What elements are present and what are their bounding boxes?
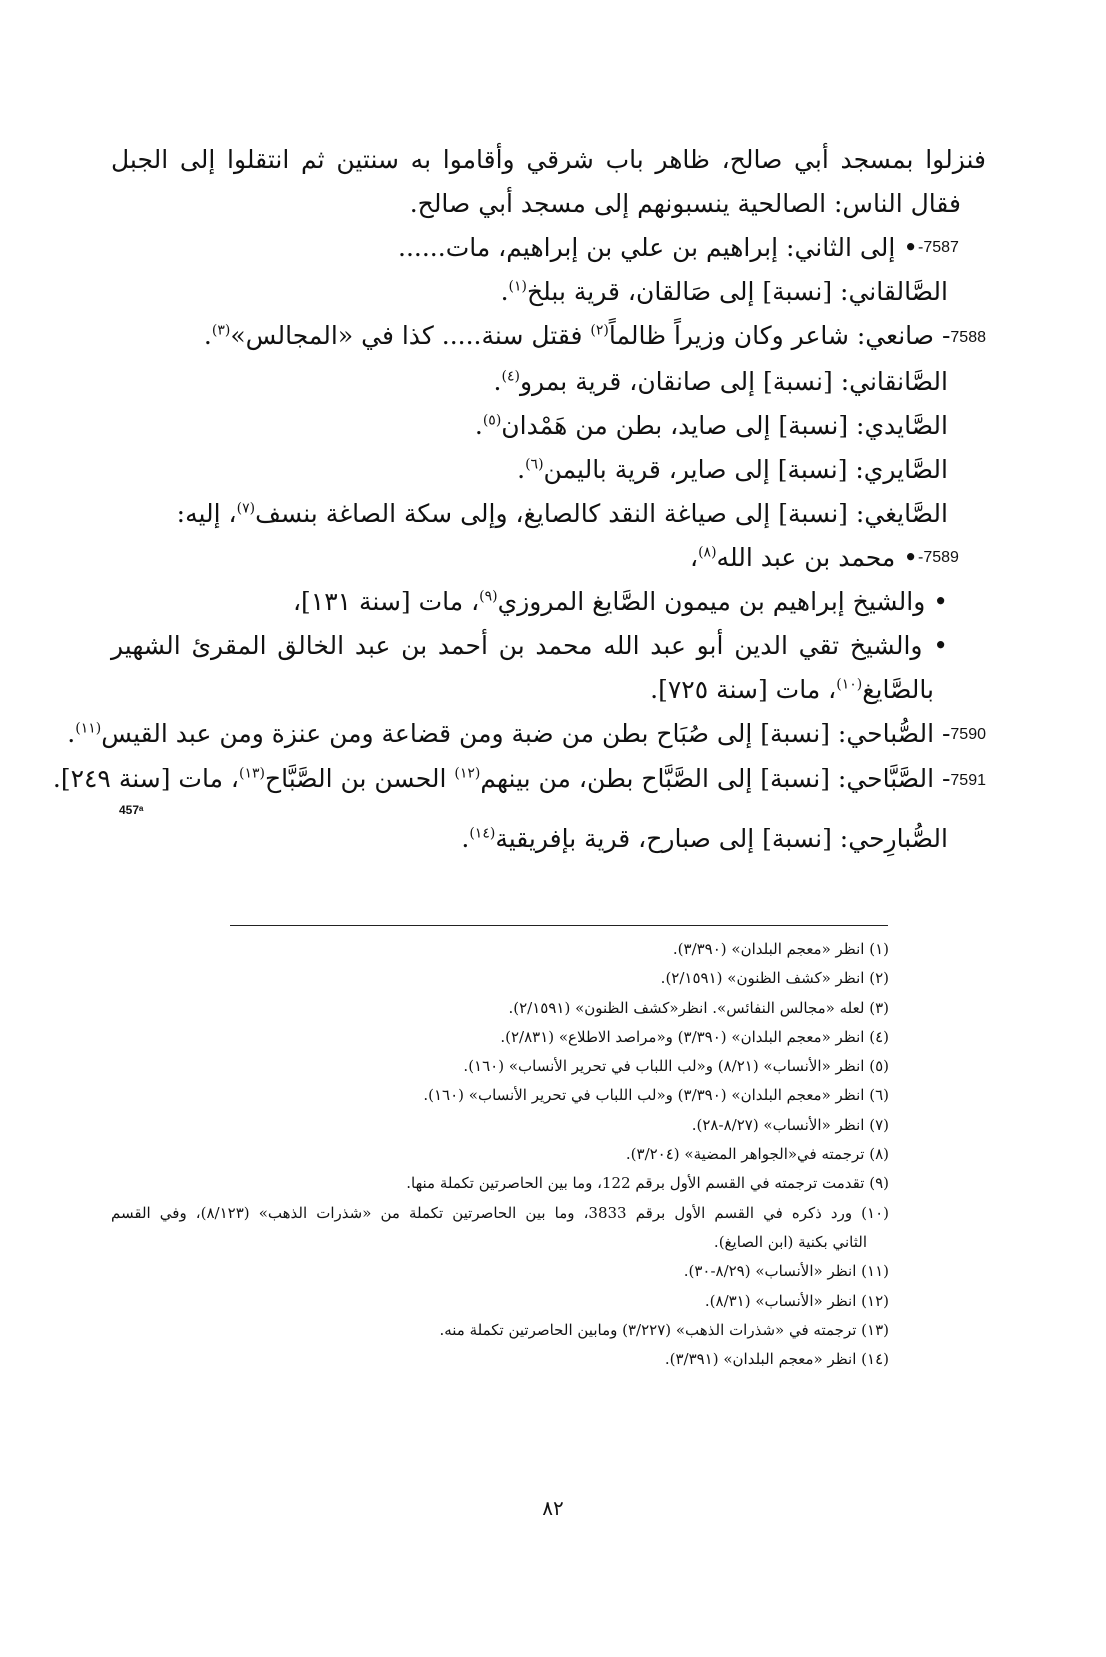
footnotes — [111, 935, 889, 1374]
footnote-ref: (٤) — [501, 368, 520, 385]
entry-7591 — [52, 757, 986, 803]
entry-number: -7589 — [918, 548, 959, 566]
entry-text: ، إليه: — [176, 498, 237, 528]
entry-text: • محمد بن عبد الله — [716, 542, 918, 572]
footnote-ref: (١) — [508, 278, 528, 295]
entry-number: -7587 — [918, 239, 959, 256]
entry-text: الصَّانقاني: [نسبة] إلى صانقان، قرية بمرو — [519, 366, 948, 396]
footnote: (٨) ترجمته في«الجواهر المضية» (٣/٢٠٤). — [625, 1145, 889, 1164]
page-number: ٨٢ — [542, 1496, 564, 1520]
folio-marker: 457ᵃ — [119, 802, 144, 817]
text-line: فقال الناس: الصالحية ينسبونهم إلى مسجد أبي صالح. — [409, 189, 961, 218]
footnote: (١٤) انظر «معجم البلدان» (٣/٣٩١). — [664, 1350, 889, 1369]
nisba-saliqani: الصَّالقاني: [نسبة] إلى صَالقان، قرية ببلخ$^{(١)}$. — [500, 277, 948, 306]
footnote-ref: (١٢) — [454, 765, 481, 782]
entry-number: 7590 — [950, 726, 986, 743]
nisba-subarihi: الصُّبارِحي: [نسبة] إلى صبارح، قرية بإفريقية$^{(١٤)}$. — [461, 823, 948, 853]
footnote-divider — [230, 925, 888, 926]
entry-text: • إلى الثاني: إبراهيم بن علي بن إبراهيم، مات...... — [398, 233, 918, 262]
footnote: (١٢) انظر «الأنساب» (٨/٣١). — [704, 1291, 889, 1310]
entry-7590: 7590- الصُّباحي: [نسبة] إلى صُبَاح بطن من ضبة ومن قضاعة ومن عنزة ومن عبد القيس$^{(١١)}$. — [111, 712, 986, 758]
entry-text: ، مات [سنة ٧٢٥]. — [650, 674, 837, 704]
footnote-ref: (٩) — [479, 588, 498, 605]
footnote: (٦) انظر «معجم البلدان» (٣/٣٩٠) و«لب اللباب في تحرير الأنساب» (١٦٠). — [423, 1086, 889, 1105]
entry-7588: 7588- صانعي: شاعر وكان وزيراً ظالماً$^{(٢)}$ فقتل سنة..... كذا في «المجالس»$^{(٣)}$. — [111, 314, 986, 360]
footnote: (٣) لعله «مجالس النفائس». انظر«كشف الظنون» (٢/١٥٩١). — [508, 998, 889, 1017]
footnote-ref: (١٣) — [238, 765, 265, 782]
entry-7589-c-cont — [111, 668, 986, 712]
footnote-ref: (٧) — [236, 500, 256, 517]
entry-text: ، مات [سنة ٢٤٩]. — [52, 764, 239, 793]
entry-text: - الصُّباحي: [نسبة] إلى صُبَاح بطن من ضبة ومن قضاعة ومن عنزة ومن عبد القيس — [101, 718, 951, 748]
entry-number: 7591 — [950, 771, 986, 789]
entry-text: بالصَّايغ — [862, 674, 934, 704]
nisba-sanqani: الصَّانقاني: [نسبة] إلى صانقان، قرية بمرو$^{(٤)}$. — [493, 366, 948, 396]
footnote-ref: (٥) — [482, 412, 502, 429]
footnote-ref: (٢) — [590, 322, 609, 339]
nisba-sayighi — [111, 492, 986, 536]
nisba-sayiri: الصَّايري: [نسبة] إلى صاير، قرية باليمن$^{(٦)}$. — [517, 454, 948, 484]
footnote-ref: (١٤) — [469, 825, 496, 842]
footnote: (٥) انظر «الأنساب» (٨/٢١) و«لب اللباب في تحرير الأنساب» (١٦٠). — [463, 1057, 889, 1076]
entry-text: • والشيخ إبراهيم بن ميمون الصَّايغ المروزي — [497, 586, 948, 616]
entry-text: الصَّايري: [نسبة] إلى صاير، قرية باليمن — [543, 454, 948, 484]
footnote-ref: (٦) — [525, 456, 544, 473]
entry-7587 — [111, 226, 986, 270]
footnote: (١٠) ورد ذكره في القسم الأول برقم 3833، وما بين الحاصرتين تكملة من «شذرات الذهب» (٨/١٢٣)، وفي القسم — [111, 1203, 890, 1222]
footnote: (٤) انظر «معجم البلدان» (٣/٣٩٠) و«مراصد الاطلاع» (٢/٨٣١). — [500, 1027, 889, 1046]
nisba-sayidi: الصَّايدي: [نسبة] إلى صايد، بطن من هَمْدان$^{(٥)}$. — [474, 410, 948, 440]
entry-text: ، مات [سنة ١٣١]، — [292, 586, 480, 616]
footnote-ref: (٨) — [698, 544, 717, 561]
text-line: فنزلوا بمسجد أبي صالح، ظاهر باب شرقي وأقاموا به سنتين ثم انتقلوا إلى الجبل — [111, 145, 986, 174]
entry-text: الحسن بن الصَّبَّاح — [264, 764, 455, 793]
footnote-continuation: الثاني بكنية (ابن الصايغ). — [713, 1232, 867, 1251]
entry-text: الصَّايغي: [نسبة] إلى صياغة النقد كالصايغ، وإلى سكة الصاغة بنسف — [255, 498, 948, 528]
main-text — [52, 138, 986, 861]
entry-7589: -7589 • محمد بن عبد الله$^{(٨)}$، — [111, 536, 986, 580]
footnote: (١١) انظر «الأنساب» (٨/٢٩-٣٠). — [683, 1262, 889, 1281]
footnote: (١٣) ترجمته في «شذرات الذهب» (٣/٢٢٧) ومابين الحاصرتين تكملة منه. — [439, 1320, 889, 1339]
entry-number: 7588 — [950, 328, 986, 346]
footnote-ref: (٣) — [211, 322, 231, 339]
entry-7589-c: • والشيخ تقي الدين أبو عبد الله محمد بن أحمد بن عبد الخالق المقرئ الشهير — [111, 630, 948, 660]
footnote-ref: (١١) — [75, 720, 102, 737]
footnote: (٧) انظر «الأنساب» (٨/٢٧-٢٨). — [691, 1115, 889, 1134]
entry-text: الصَّالقاني: [نسبة] إلى صَالقان، قرية ببلخ — [527, 277, 948, 306]
footnote: (٩) تقدمت ترجمته في القسم الأول برقم 122، وما بين الحاصرتين تكملة منها. — [406, 1174, 889, 1193]
entry-text: الصُّبارِحي: [نسبة] إلى صبارح، قرية بإفريقية — [495, 823, 948, 853]
entry-text: فقتل سنة..... كذا في «المجالس» — [230, 321, 591, 350]
entry-text: - الصَّبَّاحي: [نسبة] إلى الصَّبَّاح بطن، من بينهم — [480, 764, 951, 793]
entry-text: - صانعي: شاعر وكان وزيراً ظالماً — [608, 321, 951, 350]
entry-text: الصَّايدي: [نسبة] إلى صايد، بطن من هَمْدان — [501, 410, 948, 440]
footnote: (١) انظر «معجم البلدان» (٣/٣٩٠). — [672, 940, 889, 958]
footnote: (٢) انظر «كشف الظنون» (٢/١٥٩١). — [660, 969, 889, 988]
entry-7589-b — [111, 580, 986, 624]
footnote-ref: (١٠) — [836, 676, 863, 693]
